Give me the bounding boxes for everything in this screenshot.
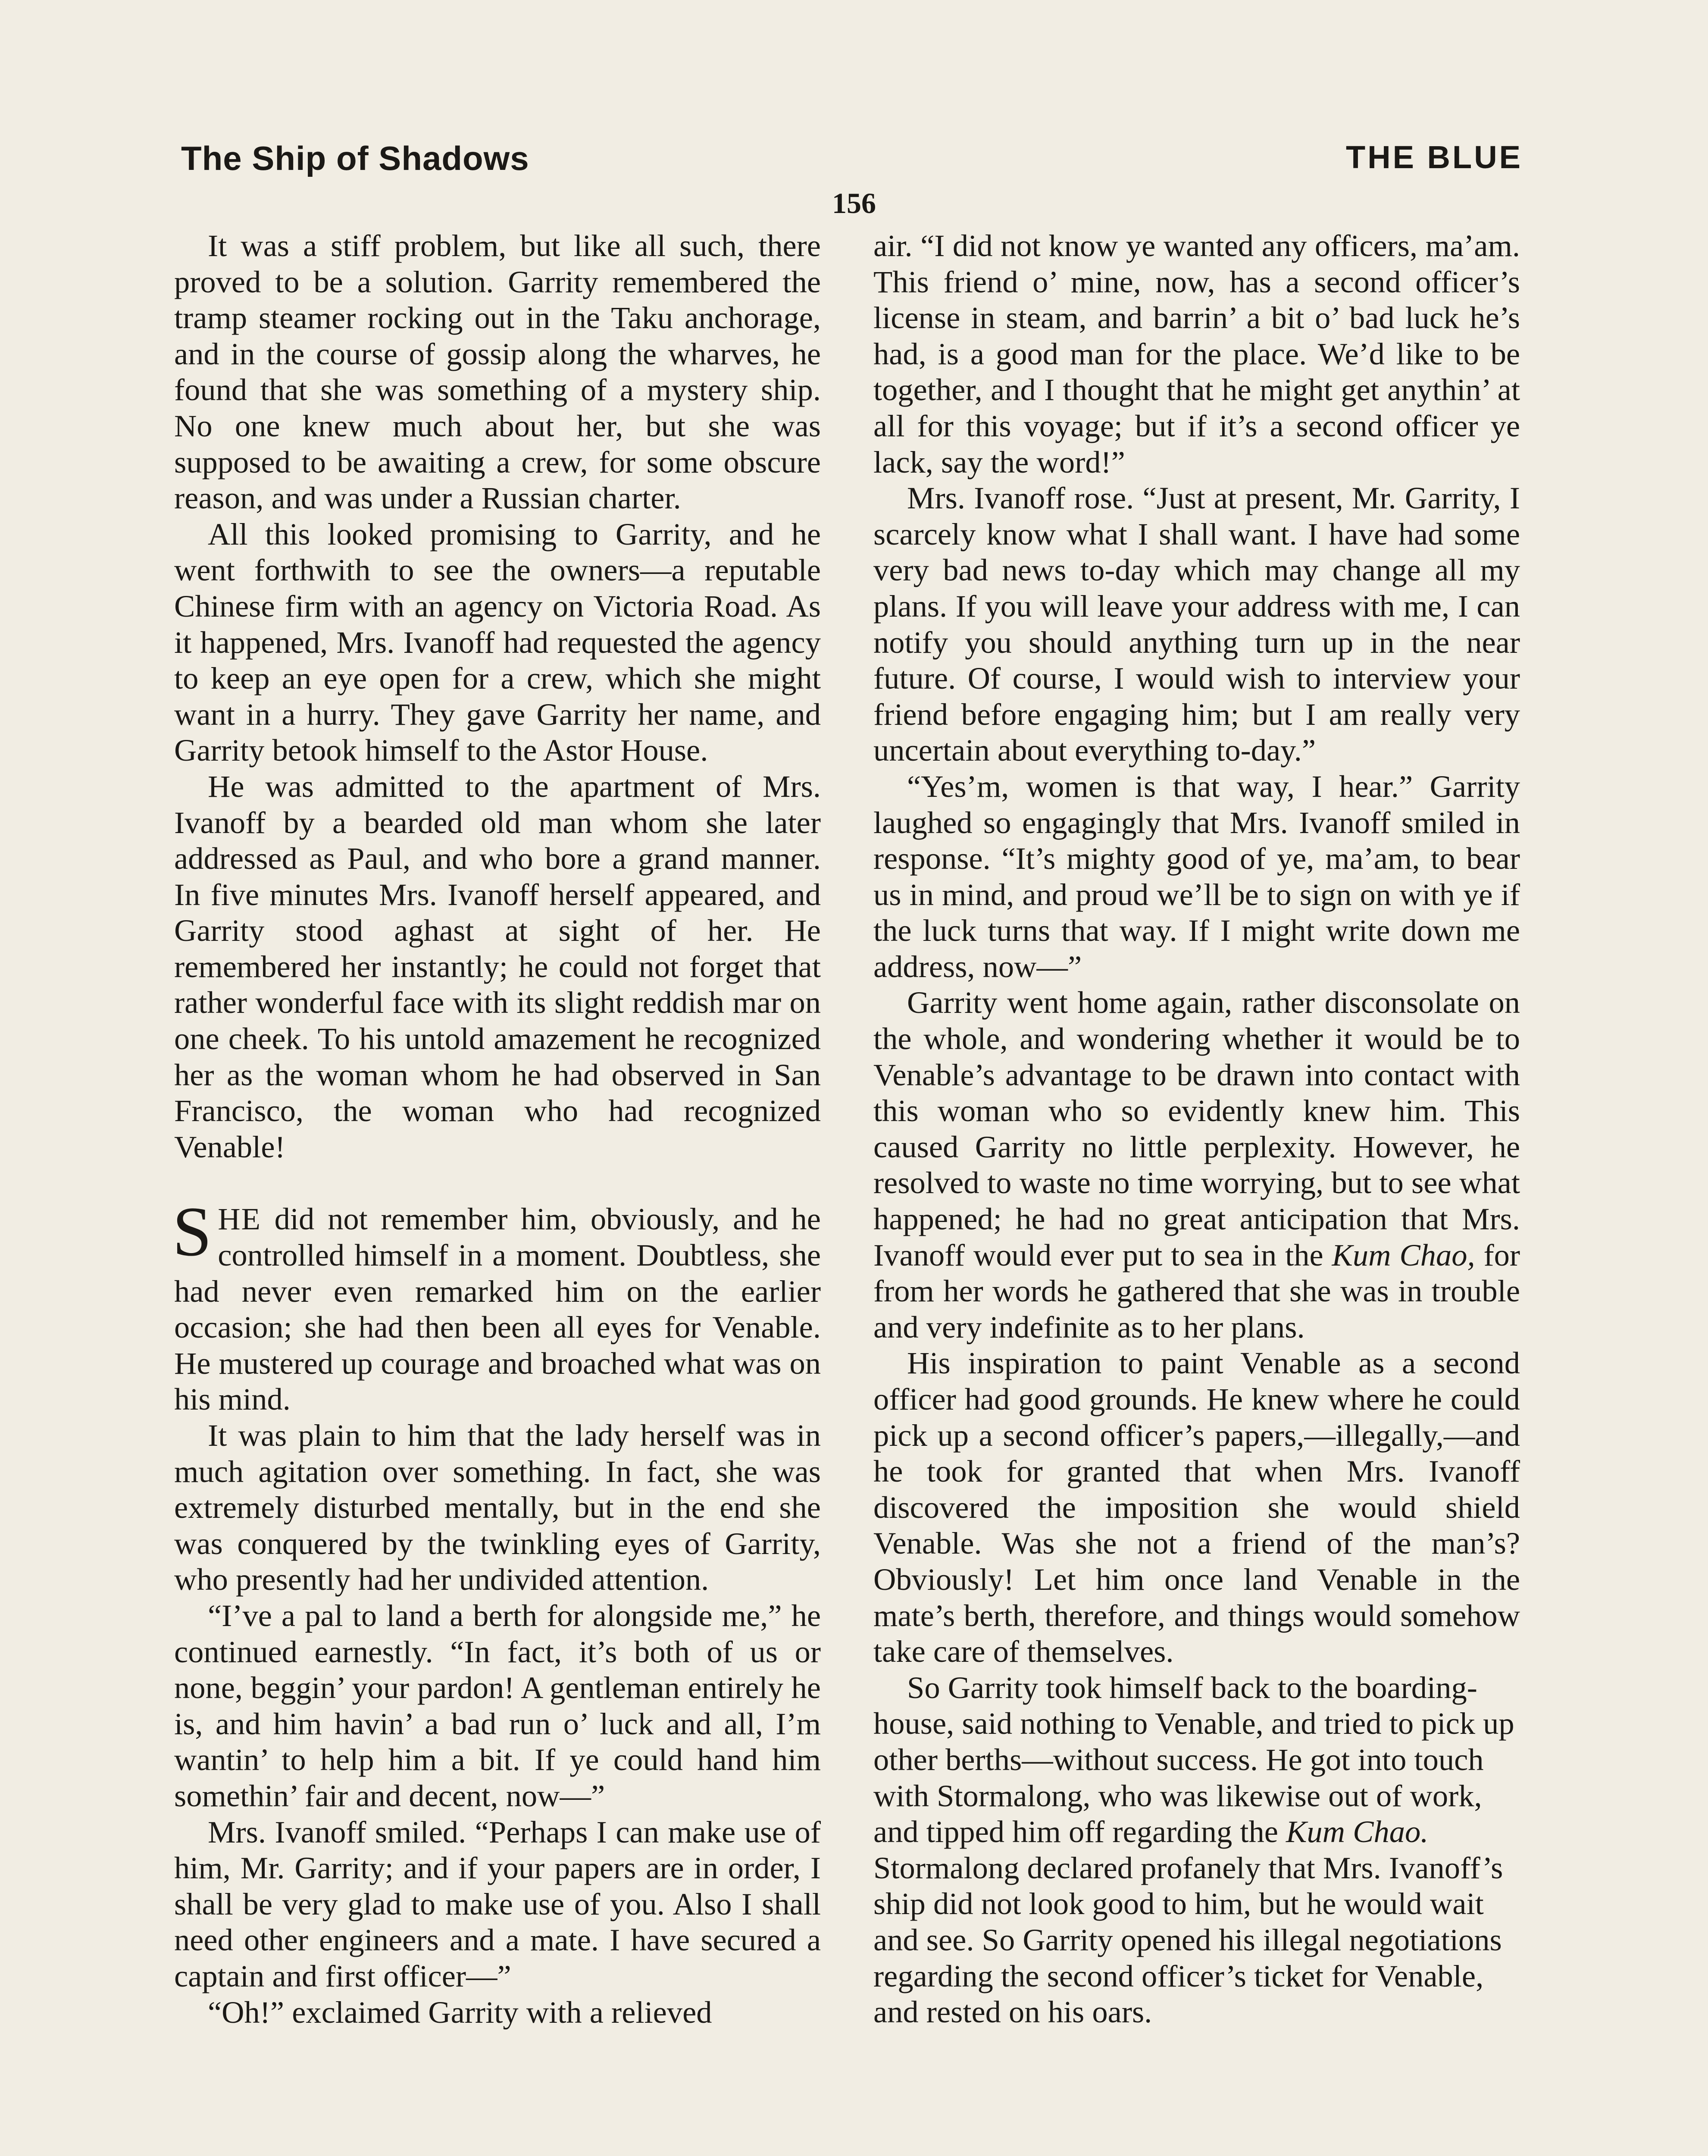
- paragraph: “I’ve a pal to land a berth for alongside me,” he continued earnestly. “In fact, it’s both of us or none, beggin’ your pardon! A gentleman entirely he is, and him havin’ a bad run o’ luck and all, I’m wantin’ to help him a bit. If ye could hand him somethin’ fair and decent, now—”: [174, 1598, 821, 1813]
- paragraph: It was plain to him that the lady herself was in much agitation over something. In fact, she was extremely disturbed mentally, but in the end she was conquered by the twinkling eyes of Garrity, who presently had her undivided attention.: [174, 1418, 821, 1597]
- paragraph: “Yes’m, women is that way, I hear.” Garrity laughed so engagingly that Mrs. Ivanoff smiled in response. “It’s mighty good of ye, ma’am, to bear us in mind, and proud we’ll be to sign on with ye if the luck turns that way. If I might write down me address, now—”: [873, 768, 1520, 984]
- paragraph: [873, 1670, 1520, 2030]
- paragraph: [873, 984, 1520, 1345]
- page-number: 156: [832, 187, 876, 219]
- paragraph-text: for from her words he gathered that she was in trouble and very indefinite as to her plans.: [873, 1237, 1520, 1344]
- paragraph: His inspiration to paint Venable as a second officer had good grounds. He knew where he could pick up a second officer’s papers,—illegally,—and he took for granted that when Mrs. Ivanoff discovered the imposition she would shield Venable. Was she not a friend of the man’s? Obviously! Let him once land Venable in the mate’s berth, therefore, and things would somehow take care of themselves.: [873, 1345, 1520, 1669]
- paragraph-text: So Garrity took himself back to the boarding-house, said nothing to Venable, and tried to pick up other berths—without success. He got into touch with Stormalong, who was likewise out of work, and tipped him off regarding the: [873, 1670, 1514, 1849]
- paragraph: He was admitted to the apartment of Mrs. Ivanoff by a bearded old man whom she later addressed as Paul, and who bore a grand manner. In five minutes Mrs. Ivanoff herself appeared, and Garrity stood aghast at sight of her. He remembered her instantly; he could not forget that rather wonderful face with its slight reddish mar on one cheek. To his untold amazement he recognized her as the woman whom he had observed in San Francisco, the woman who had recognized Venable!: [174, 768, 821, 1164]
- paragraph: It was a stiff problem, but like all such, there proved to be a solution. Garrity remembered the tramp steamer rocking out in the Taku anchorage, and in the course of gossip along the wharves, he found that she was something of a mystery ship. No one knew much about her, but she was supposed to be awaiting a crew, for some obscure reason, and was under a Russian charter.: [174, 228, 821, 516]
- continued-paragraph: air. “I did not know ye wanted any officers, ma’am. This friend o’ mine, now, has a second officer’s license in steam, and barrin’ a bit o’ bad luck he’s had, is a good man for the place. We’d like to be together, and I thought that he might get anythin’ at all for this voyage; but if it’s a second officer ye lack, say the word!”: [873, 228, 1520, 479]
- paragraph: All this looked promising to Garrity, and he went forthwith to see the owners—a reputable Chinese firm with an agency on Victoria Road. As it happened, Mrs. Ivanoff had requested the agency to keep an eye open for a crew, which she might want in a hurry. They gave Garrity her name, and Garrity betook himself to the Astor House.: [174, 516, 821, 768]
- right-column: [873, 228, 1520, 2030]
- left-column: [174, 228, 821, 2030]
- section-lead-caps: HE: [218, 1201, 261, 1237]
- section-opening-paragraph: [172, 1193, 821, 1417]
- paragraph-text: Stormalong declared profanely that Mrs. Ivanoff’s ship did not look good to him, but he would wait and see. So Garrity opened his illegal negotiations regarding the second officer’s ticket for Venable, and rested on his oars.: [873, 1850, 1503, 2030]
- section-opening-text: did not remember him, obviously, and he controlled himself in a moment. Doubtless, she had never even remarked him on the earlier occasion; she had then been all eyes for Venable. He mustered up courage and broached what was on his mind.: [174, 1201, 821, 1417]
- magazine-name: THE BLUE: [1346, 139, 1523, 175]
- paragraph: “Oh!” exclaimed Garrity with a relieved: [208, 1994, 712, 2030]
- ship-name: Kum Chao.: [1286, 1814, 1429, 1849]
- paragraph-text: Garrity went home again, rather disconsolate on the whole, and wondering whether it would be to Venable’s advantage to be drawn into contact with this woman who so evidently knew him. This caused Garrity no little perplexity. However, he resolved to waste no time worrying, but to see what happened; he had no great anticipation that Mrs. Ivanoff would ever put to sea in the: [873, 985, 1520, 1272]
- drop-cap: S: [172, 1193, 212, 1271]
- ship-name: Kum Chao,: [1332, 1237, 1475, 1272]
- paragraph: Mrs. Ivanoff rose. “Just at present, Mr. Garrity, I scarcely know what I shall want. I have had some very bad news to-day which may change all my plans. If you will leave your address with me, I can notify you should anything turn up in the near future. Of course, I would wish to interview your friend before engaging him; but I am really very uncertain about everything to-day.”: [873, 480, 1520, 768]
- paragraph: Mrs. Ivanoff smiled. “Perhaps I can make use of him, Mr. Garrity; and if your papers are in order, I shall be very glad to make use of you. Also I shall need other engineers and a mate. I have secured a captain and first officer—”: [174, 1814, 821, 1993]
- story-title: The Ship of Shadows: [181, 139, 529, 177]
